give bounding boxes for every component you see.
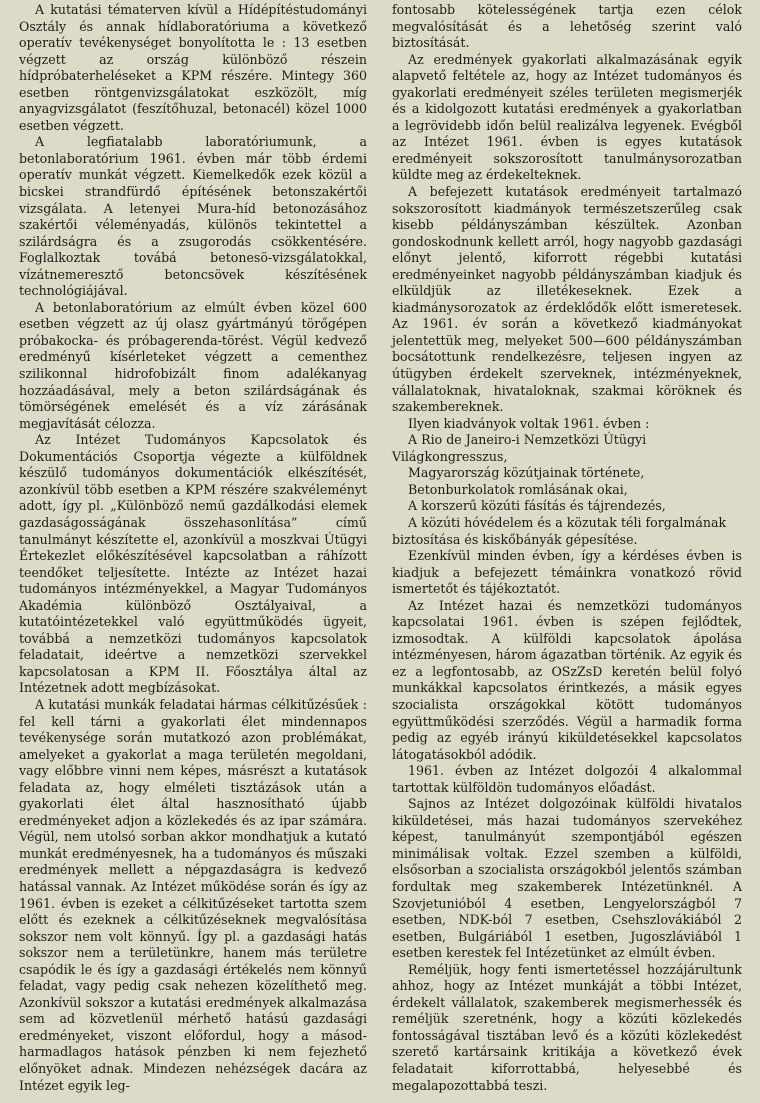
paragraph-publications-intro: Ilyen kiadványok voltak 1961. évben : xyxy=(408,415,650,431)
publication-item: A közúti hóvédelem és a közutak téli forgalmának biztosítása és kiskőbányák gépesítése. xyxy=(392,514,727,547)
paragraph-documentation-group: Az Intézet Tudományos Kapcsolatok és Dokumentációs Csoportja végezte a külföldnek készülő tudományos dokumentációk elkészítését, azonkívül több esetben a KPM részére szakvéleményt adott, így pl. „Különböző nemű gazdálkodási elemek gazdaságosságának összehasonlítása” című tanulmányt készítette el, azonkívül a moszkvai Útügyi Értekezlet előkészítésével kapcsolatban a ráhízott teendőket teljesítette. Intézte az Intézet hazai tudományos intézményekkel, a Magyar Tudományos Akadémia különböző Osztályaival, a kutatóintézetekkel való együttműködés ügyeit, továbbá a nemzetközi tudományos kapcsolatok feladatait, ideértve a nemzetközi szervekkel kapcsolatosan a KPM II. Főosztálya által az Intézetnek adott megbízásokat. xyxy=(19,432,367,696)
paragraph-bridge-lab: A kutatási tématerven kívül a Hídépítéstudományi Osztály és annak hídlaboratóriuma a következő operatív tevékenységet bonyolította le : 13 esetben végzett az ország különböző részein hídpróbaterheléseket a KPM részére. Mintegy 360 esetben röntgenvizsgálatokat eszközölt, míg anyagvizsgálatot (feszítőhuzal, betonacél) közel 1000 esetben végzett. xyxy=(19,2,367,133)
publication-item: Betonburkolatok romlásának okai, xyxy=(408,481,628,497)
paragraph-concrete-tests: A betonlaboratórium az elmúlt évben közel 600 esetben végzett az új olasz gyártmányú törőgépen próbakocka- és próbagerenda-törést. Végül kedvező eredményű kísérleteket végzett a cementhez szilikonnal hidrofobizált finom adalékanyag hozzáadásával, mely a beton szilárdságának és tömörségének emelését és a víz zárásának megjavítását célozza. xyxy=(19,299,367,431)
right-column xyxy=(392,2,742,1094)
paragraph-research-goals: A kutatási munkák feladatai hármas célkitűzésűek : fel kell tárni a gyakorlati élet mindennapos tevékenysége során mutatkozó azon problémákat, amelyeket a gyakorlat a maga területén megoldani, vagy előbbre vinni nem képes, másrészt a kutatások feladata az, hogy elméleti tisztázások után a gyakorlati élet által hasznosítható újabb eredményeket adjon a közlekedés és az ipar számára. Végül, nem utolsó sorban akkor mondhatjuk a kutató munkát eredményesnek, ha a tudományos és műszaki eredmények mellett a népgazdaságra is kedvező hatással vannak. Az Intézet működése során és így az 1961. évben is ezeket a célkitűzéseket tartotta szem előtt és ezeknek a célkitűzéseknek megvalósítása sokszor nem volt könnyű. Így pl. a gazdasági hatás sokszor nem a területünkre, hanem más területre csapódik le és így a gazdasági értékelés nem könnyű feladat, vagy pedig csak nehezen közelíthető meg. Azonkívül sokszor a kutatási eredmények alkalmazása sem ad közvetlenül mérhető hatású gazdasági eredményeket, viszont előfordul, hogy a másod-harmadlagos hatások pénzben ki nem fejezhető előnyöket adnak. Mindezen nehézségek dacára az Intézet egyik leg- xyxy=(19,696,367,1093)
paragraph-closing: Reméljük, hogy fenti ismertetéssel hozzájárultunk ahhoz, hogy az Intézet munkáját a többi Intézet, érdekelt vállalatok, szakemberek megismerhessék és reméljük szeretnénk, hogy a közúti közlekedés fontosságával tisztában levő és a közúti közlekedést szerető kartársaink kritikája a következő évek feladatait kiforrottabbá, helyesebbé és megalapozottabbá teszi. xyxy=(392,961,742,1093)
paragraph-annual-summary: Ezenkívül minden évben, így a kérdéses évben is kiadjuk a befejezett témáinkra vonatkozó rövid ismertetőt és tájékoztatót. xyxy=(392,548,742,597)
publication-item: Magyarország közútjainak története, xyxy=(408,465,645,481)
left-column xyxy=(19,2,367,1094)
paragraph-continuation: fontosabb kötelességének tartja ezen célok megvalósítását és a lehetőség szerint való biztosítását. xyxy=(392,2,742,51)
paragraph-results-application: Az eredmények gyakorlati alkalmazásának egyik alapvető feltétele az, hogy az Intézet tudományos és gyakorlati eredményeit széles területen megismerjék és a kidolgozott kutatási eredmények a gyakorlatban a legrövidebb időn belül realizálva legyenek. Evégből az Intézet 1961. évben is egyes kutatások eredményeit sokszorosított tanulmánysorozatban küldte meg az érdekelteknek. xyxy=(392,51,742,183)
publication-item: A Rio de Janeiro-i Nemzetközi Útügyi Világkongresszus, xyxy=(392,432,647,464)
paragraph-lectures: 1961. évben az Intézet dolgozói 4 alkalommal tartottak külföldön tudományos előadást. xyxy=(392,763,742,795)
paragraph-publications: A befejezett kutatások eredményeit tartalmazó sokszorosított kiadmányok természetszerűleg csak kisebb példányszámban készültek. Azonban gondoskodnunk kellett arról, hogy nagyobb gazdasági előnyt jelentő, kiforrott régebbi kutatási eredményeinket nagyobb példányszámban kiadjuk és elküldjük az illetékeseknek. Ezek a kiadmánysorozatok az érdeklődők előtt ismeretesek. Az 1961. év során a következő kiadmányokat jelentettük meg, melyeket 500—600 példányszámban bocsátottunk rendelkezésre, teljesen ingyen az útügyben érdekelt szerveknek, intézményeknek, vállalatoknak, hivataloknak, szakmai köröknek és szakembereknek. xyxy=(392,184,742,415)
publication-item: A korszerű közúti fásítás és tájrendezés, xyxy=(408,498,666,514)
paragraph-foreign-visits: Sajnos az Intézet dolgozóinak külföldi hivatalos kiküldetései, más hazai tudományos szervekéhez képest, tanulmányút szempontjából egészen minimálisak voltak. Ezzel szemben a külföldi, elsősorban a szocialista országokból jelentős számban fordultak meg szakemberek Intézetünknél. A Szovjetunióból 4 esetben, Lengyelországból 7 esetben, NDK-ból 7 esetben, Csehszlovákiából 2 esetben, Bulgáriából 1 esetben, Jugoszláviából 1 esetben kerestek fel Intézetünket az elmúlt évben. xyxy=(392,796,742,961)
publication-list xyxy=(392,432,742,548)
paragraph-international-relations: Az Intézet hazai és nemzetközi tudományos kapcsolatai 1961. évben is szépen fejlődtek, izmosodtak. A külföldi kapcsolatok ápolása intézményesen, három ágazatban történik. Az egyik és ez a legfontosabb, az OSzZsD keretén belül folyó munkákkal kapcsolatos érintkezés, a másik egyes szocialista országokkal kötött tudományos együttműködési szerződés. Végül a harmadik forma pedig az egyéb irányú kiküldetésekkel kapcsolatos látogatásokból adódik. xyxy=(392,597,742,762)
paragraph-concrete-lab: A legfiatalabb laboratóriumunk, a betonlaboratórium 1961. évben már több érdemi operatív munkát végzett. Kiemelkedők ezek közül a bicskei strandfürdő építésének betonszakértői vizsgálata. A letenyei Mura-híd betonozásához szakértői véleményadás, különös tekintettel a szilárdságra és a zsugorodás csökkentésére. Foglalkoztak továbá betonesö-vizsgálatokkal, vízátnemeresztő betoncsövek készítésének technológiájával. xyxy=(19,134,367,299)
